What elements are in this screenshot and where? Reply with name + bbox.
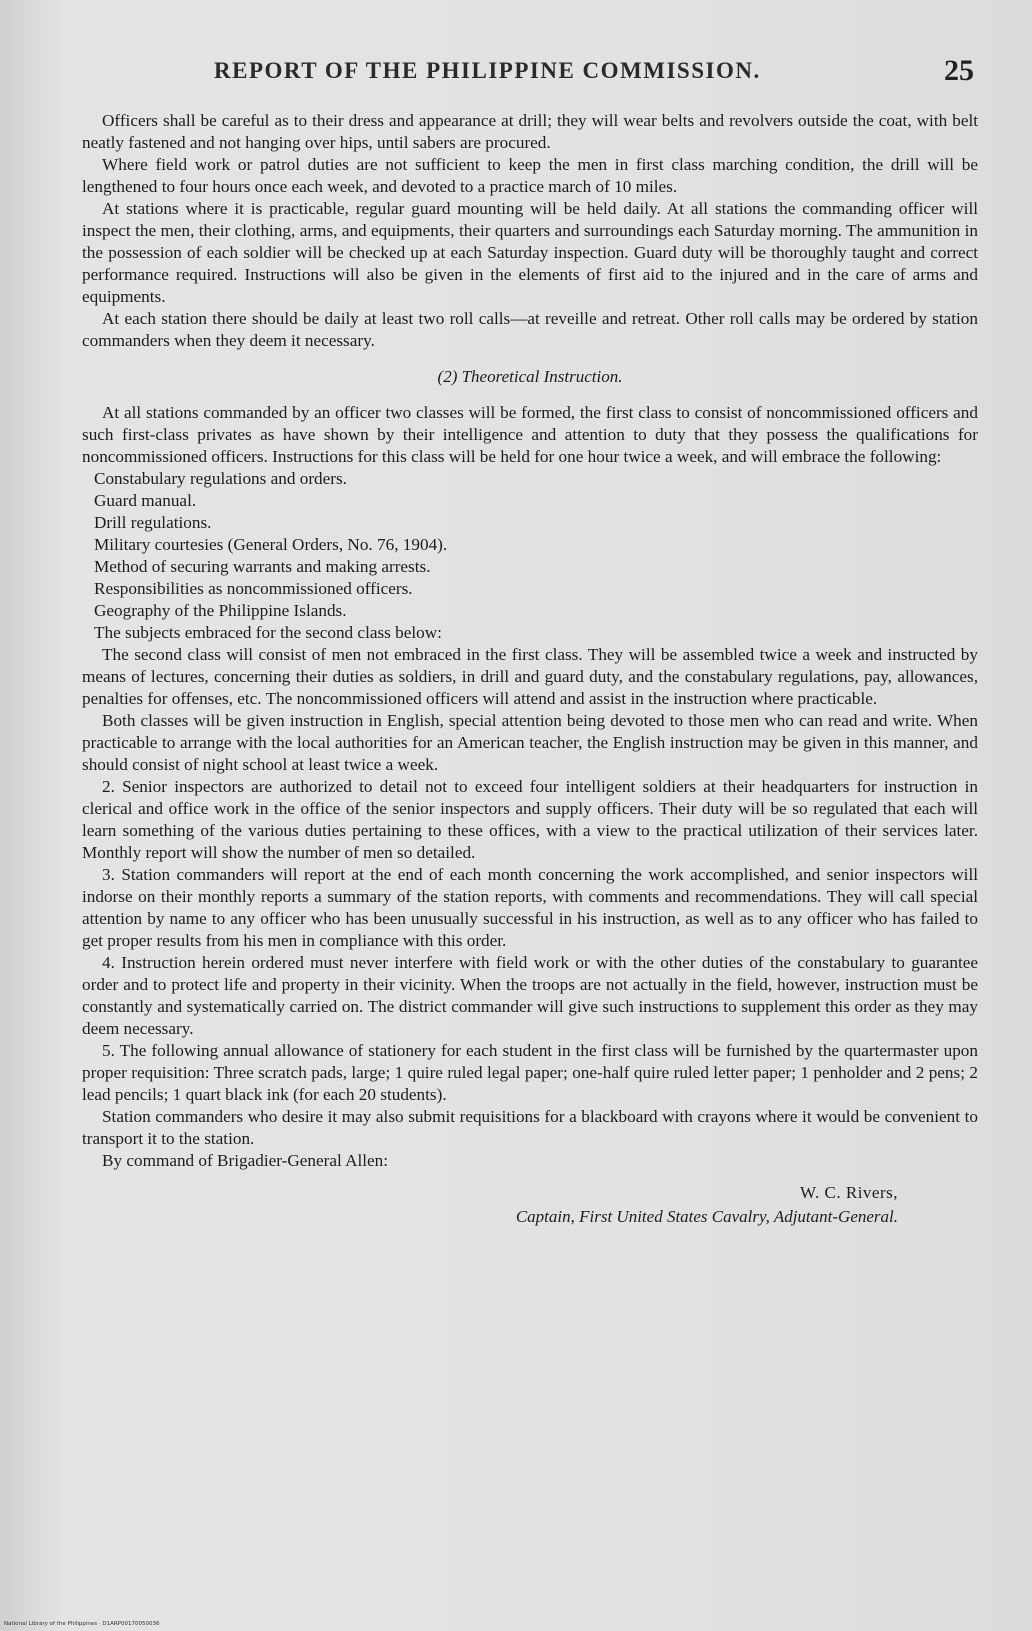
- list-item: Military courtesies (General Orders, No. 76, 1904).: [94, 535, 448, 554]
- paragraph: 3. Station commanders will report at the end of each month concerning the work accomplished, and senior inspectors will indorse on their monthly reports a summary of the station reports, with comments and recommendations. They will call special attention by name to any officer who has been unusually successful in his instruction, as well as to any officer who has failed to get proper results from his men in compliance with this order.: [82, 865, 978, 950]
- paragraph: At all stations commanded by an officer two classes will be formed, the first class to consist of noncommissioned officers and such first-class privates as have shown by their intelligence and attention to duty that they possess the qualifications for noncommissioned officers. Instructions for this class will be held for one hour twice a week, and will embrace the following:: [82, 403, 978, 466]
- paragraph: 5. The following annual allowance of stationery for each student in the first class will be furnished by the quartermaster upon proper requisition: Three scratch pads, large; 1 quire ruled legal paper; one-half quire ruled letter paper; 1 penholder and 2 pens; 2 lead pencils; 1 quart black ink (for each 20 students).: [82, 1041, 978, 1104]
- list-item: Method of securing warrants and making arrests.: [94, 557, 431, 576]
- subjects-list: [82, 468, 978, 644]
- paragraph: At each station there should be daily at least two roll calls—at reveille and retreat. Other roll calls may be ordered by station commanders when they deem it necessary.: [82, 309, 978, 350]
- paragraph: Station commanders who desire it may also submit requisitions for a blackboard with crayons where it would be convenient to transport it to the station.: [82, 1107, 978, 1148]
- paragraph: At stations where it is practicable, regular guard mounting will be held daily. At all stations the commanding officer will inspect the men, their clothing, arms, and equipments, their quarters and surroundings each Saturday morning. The ammunition in the possession of each soldier will be checked up at each Saturday inspection. Guard duty will be thoroughly taught and correct performance required. Instructions will also be given in the elements of first aid to the injured and in the care of arms and equipments.: [82, 199, 978, 306]
- paragraph: By command of Brigadier-General Allen:: [102, 1151, 389, 1170]
- list-item: Geography of the Philippine Islands.: [94, 601, 347, 620]
- list-item: Guard manual.: [94, 491, 197, 510]
- paragraph: 2. Senior inspectors are authorized to detail not to exceed four intelligent soldiers at their headquarters for instruction in clerical and office work in the office of the senior inspectors and supply officers. Their duty will be so regulated that each will learn something of the various duties pertaining to these offices, with a view to the practical utilization of their services later. Monthly report will show the number of men so detailed.: [82, 777, 978, 862]
- signature-name: W. C. Rivers,: [800, 1183, 898, 1202]
- paragraph: Where field work or patrol duties are not sufficient to keep the men in first class marching condition, the drill will be lengthened to four hours once each week, and devoted to a practice march of 10 miles.: [82, 155, 978, 196]
- list-item: Drill regulations.: [94, 513, 212, 532]
- page-number: 25: [944, 54, 974, 87]
- page-header: [0, 54, 1032, 98]
- scan-footer: National Library of the Philippines · D1ARP00170050036: [4, 1621, 160, 1627]
- list-item: The subjects embraced for the second class below:: [94, 623, 442, 642]
- section-heading: (2) Theoretical Instruction.: [437, 367, 623, 386]
- paragraph: Officers shall be careful as to their dress and appearance at drill; they will wear belts and revolvers outside the coat, with belt neatly fastened and not hanging over hips, until sabers are procured.: [82, 111, 978, 152]
- list-item: Responsibilities as noncommissioned officers.: [94, 579, 413, 598]
- document-body: [82, 110, 978, 1238]
- list-item: Constabulary regulations and orders.: [94, 469, 347, 488]
- running-head: REPORT OF THE PHILIPPINE COMMISSION.: [214, 58, 761, 83]
- signature-title: Captain, First United States Cavalry, Adjutant-General.: [515, 1207, 898, 1226]
- signature-block: [82, 1182, 978, 1238]
- paragraph: 4. Instruction herein ordered must never interfere with field work or with the other duties of the constabulary to guarantee order and to protect life and property in their vicinity. When the troops are not actually in the field, however, instruction must be constantly and systematically carried on. The district commander will give such instructions to supplement this order as they may deem necessary.: [82, 953, 978, 1038]
- paragraph: The second class will consist of men not embraced in the first class. They will be assembled twice a week and instructed by means of lectures, concerning their duties as soldiers, in drill and guard duty, and the constabulary regulations, pay, allowances, penalties for offenses, etc. The noncommissioned officers will attend and assist in the instruction where practicable.: [82, 645, 978, 708]
- paragraph: Both classes will be given instruction in English, special attention being devoted to those men who can read and write. When practicable to arrange with the local authorities for an American teacher, the English instruction may be given in this manner, and should consist of night school at least twice a week.: [82, 711, 978, 774]
